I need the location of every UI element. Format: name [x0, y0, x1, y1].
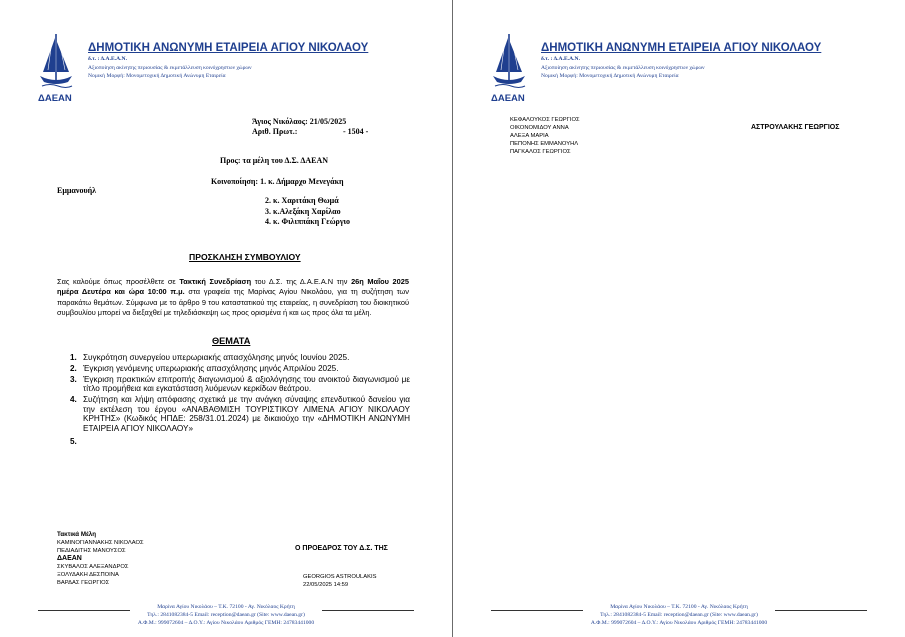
topics-list: [70, 353, 410, 447]
topic-number: 1.: [70, 353, 77, 362]
signatory-name: ΠΑΓΚΑΛΟΣ ΓΕΩΡΓΙΟΣ: [510, 149, 571, 155]
daean-label: ΔΑΕΑΝ: [57, 555, 82, 562]
footer-registry: Α.Φ.Μ.: 999072604 – Δ.Ο.Υ.: Αγίου Νικολάου Αριθμός ΓΕΜΗ: 24783441000: [137, 620, 315, 626]
president-title: Ο ΠΡΟΕΔΡΟΣ ΤΟΥ Δ.Σ. ΤΗΣ: [295, 545, 388, 552]
signatory-president: ΑΣΤΡΟΥΛΑΚΗΣ ΓΕΩΡΓΙΟΣ: [751, 124, 840, 131]
company-line2: Αξιοποίηση ακίνητης περιουσίας & εκμετάλλευση κοινόχρηστων χώρων: [88, 65, 252, 71]
company-title: ΔΗΜΟΤΙΚΗ ΑΝΩΝΥΜΗ ΕΤΑΙΡΕΙΑ ΑΓΙΟΥ ΝΙΚΟΛΑΟΥ: [88, 42, 369, 54]
topic-item: [70, 353, 410, 363]
footer-contact: Τηλ.: 2841082384-5 Email: reception@daean.gr (Site: www.daean.gr): [147, 612, 305, 618]
member-3: 3. κ.Αλεξάκη Χαρίλαο: [265, 207, 341, 216]
session-datetime: 26η Μαΐου 2025 ημέρα Δευτέρα και ώρα 10:00 π.μ.: [57, 277, 409, 297]
topic-item: [70, 375, 410, 394]
regular-members-label: Τακτικά Μέλη: [57, 531, 96, 538]
topic-text: Συζήτηση και λήψη απόφασης σχετικά με την ανάγκη σύναψης επενδυτικού δανείου για την εκτέλεση του έργου «ΑΝΑΒΑΘΜΙΣΗ ΤΟΥΡΙΣΤΙΚΟΥ ΛΙΜΕΝΑ ΑΓΙΟΥ ΝΙΚΟΛΑΟΥ ΚΡΗΤΗΣ» (Κωδικός ΗΠΔΕ: 258/31.01.2024) με δικαιούχο την «ΔΗΜΟΤΙΚΗ ΑΝΩΝΥΜΗ ΕΤΑΙΡΕΙΑ ΑΓΙΟΥ ΝΙΚΟΛΑΟΥ»: [83, 394, 410, 433]
footer-address: Μαρίνα Αγίου Νικολάου – Τ.Κ. 72100 - Αγ. Νικόλαος Κρήτη: [610, 604, 748, 610]
logo-text: ΔΑΕΑΝ: [38, 93, 72, 104]
regular-member: ΚΑΜΙΝΟΓΙΑΝΝΑΚΗΣ ΝΙΚΟΛΑΟΣ: [57, 540, 144, 546]
topic-number: 2.: [70, 363, 77, 373]
daean-member: ΒΑΡΔΑΣ ΓΕΩΡΓΙΟΣ: [57, 580, 110, 586]
cc-continuation: Εμμανουήλ: [57, 186, 97, 195]
footer-line-left: [491, 610, 583, 611]
signatory-name: ΟΙΚΟΝΟΜΙΔΟΥ ΑΝΝΑ: [510, 125, 569, 131]
topics-heading: ΘΕΜΑΤΑ: [212, 336, 251, 346]
topic-text: Συγκρότηση συνεργείου υπερωριακής απασχόλησης μηνός Ιουνίου 2025.: [83, 353, 350, 362]
company-dt: δ.τ. : Δ.Α.Ε.Α.Ν.: [88, 56, 127, 62]
invitation-heading: ΠΡΟΣΚΛΗΣΗ ΣΥΜΒΟΥΛΙΟΥ: [189, 252, 301, 262]
daean-member: ΞΟΛΥΔΑΚΗ ΔΕΣΠΟΙΝΑ: [57, 572, 119, 578]
paragraph-text: του Δ.Σ. της Δ.Α.Ε.Α.Ν την: [251, 277, 352, 286]
company-line3: Νομική Μορφή: Μονομετοχική Δημοτική Ανώνυμη Εταιρεία: [541, 73, 679, 79]
protocol-label: Αριθ. Πρωτ.:: [252, 127, 298, 136]
company-title: ΔΗΜΟΤΙΚΗ ΑΝΩΝΥΜΗ ΕΤΑΙΡΕΙΑ ΑΓΙΟΥ ΝΙΚΟΛΑΟΥ: [541, 42, 822, 54]
footer-registry: Α.Φ.Μ.: 999072604 – Δ.Ο.Υ.: Αγίου Νικολάου Αριθμός ΓΕΜΗ: 24783441000: [590, 620, 768, 626]
company-line2: Αξιοποίηση ακίνητης περιουσίας & εκμετάλλευση κοινόχρηστων χώρων: [541, 65, 705, 71]
topic-number: 5.: [70, 437, 77, 447]
document-page-1: [0, 0, 452, 637]
document-page-2: [453, 0, 905, 637]
footer-contact: Τηλ.: 2841082384-5 Email: reception@daean.gr (Site: www.daean.gr): [600, 612, 758, 618]
daean-member: ΣΚΥΒΑΛΟΣ ΑΛΕΞΑΝΔΡΟΣ: [57, 564, 129, 570]
session-type: Τακτική Συνεδρίαση: [179, 277, 252, 286]
signer-name: GEORGIOS ASTROULAKIS: [303, 574, 377, 580]
invitation-paragraph: [57, 277, 409, 319]
logo-text: ΔΑΕΑΝ: [491, 93, 525, 104]
regular-member: ΠΕΔΙΑΔΙΤΗΣ ΜΑΝΟΥΣΟΣ: [57, 548, 126, 554]
recipients: Προς: τα μέλη του Δ.Σ. ΔΑΕΑΝ: [220, 156, 329, 165]
signatory-name: ΑΛΕΞΑ ΜΑΡΙΑ: [510, 133, 549, 139]
place-date: Άγιος Νικόλαος: 21/05/2025: [252, 117, 347, 126]
topic-text: Έγκριση πρακτικών επιτροπής διαγωνισμού & αξιολόγησης του ανοικτού διαγωνισμού με τίτλο προμήθεια και εγκατάσταση λυόμενων κερκίδων θεάτρου.: [83, 374, 410, 394]
signer-date: 22/05/2025 14:59: [303, 582, 349, 588]
footer-line-right: [322, 610, 414, 611]
paragraph-text: Σας καλούμε όπως προσέλθετε σε: [57, 277, 180, 286]
company-dt: δ.τ. : Δ.Α.Ε.Α.Ν.: [541, 56, 580, 62]
topic-item: [70, 395, 410, 433]
topic-number: 4.: [70, 394, 77, 404]
topic-text: Έγκριση γενόμενης υπερωριακής απασχόλησης μηνός Απριλίου 2025.: [83, 363, 339, 373]
footer-address: Μαρίνα Αγίου Νικολάου – Τ.Κ. 72100 - Αγ. Νικόλαος Κρήτη: [157, 604, 295, 610]
protocol-number: - 1504 -: [343, 127, 369, 136]
signatory-name: ΠΕΠΟΝΗΣ ΕΜΜΑΝΟΥΗΛ: [510, 141, 579, 147]
footer-line-left: [38, 610, 130, 611]
topic-number: 3.: [70, 374, 77, 384]
footer-line-right: [775, 610, 867, 611]
paragraph-text: στα γραφεία της Μαρίνας Αγίου Νικολάου, για τη συζήτηση των παρακάτω θεμάτων. Σύμφωνα με το άρθρο 9 του καταστατικού της εταιρείας, η συνεδρίαση του διοικητικού συμβουλίου μπορεί να διεξαχθεί με τηλεδιάσκεψη ως προς ορισμένα ή και ως προς όλα τα μέλη.: [57, 287, 409, 318]
signatory-name: ΚΕΦΑΛΟΥΚΟΣ ΓΕΩΡΓΙΟΣ: [510, 117, 580, 123]
company-line3: Νομική Μορφή: Μονομετοχική Δημοτική Ανώνυμη Εταιρεία: [88, 73, 226, 79]
topic-item: [70, 364, 410, 374]
cc-line: Κοινοποίηση: 1. κ. Δήμαρχο Μενεγάκη: [211, 177, 344, 186]
member-2: 2. κ. Χαριτάκη Θωμά: [265, 196, 339, 205]
member-4: 4. κ. Φιλιππάκη Γεώργιο: [265, 217, 351, 226]
